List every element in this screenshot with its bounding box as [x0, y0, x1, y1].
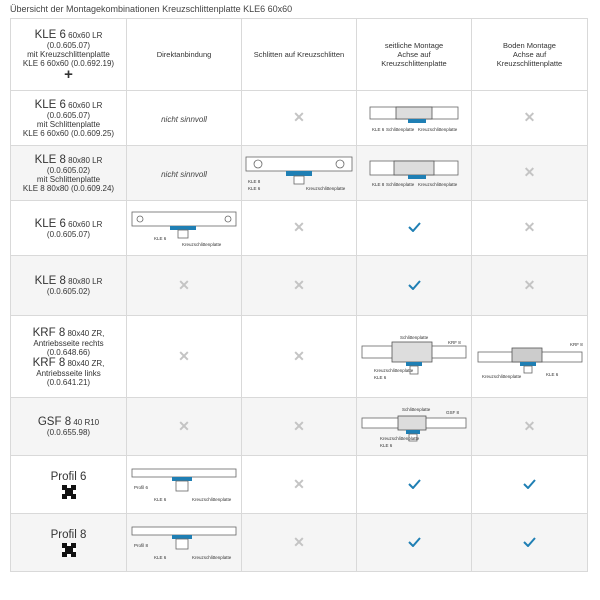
svg-text:Kreuzschlittenplatte: Kreuzschlittenplatte — [481, 373, 521, 379]
header-first-cell: KLE 6 60x60 LR (0.0.605.07) mit Kreuzschlittenplatte KLE 6 60x60 (0.0.692.19) + — [11, 19, 127, 91]
page-title: Übersicht der Montagekombinationen Kreuzschlittenplatte KLE6 60x60 — [10, 4, 293, 14]
svg-text:Schlittenplatte: Schlittenplatte — [402, 406, 431, 412]
svg-text:KRF 8: KRF 8 — [448, 339, 461, 345]
x-icon: ✕ — [293, 276, 305, 293]
svg-text:KLE 6: KLE 6 — [154, 554, 167, 560]
x-icon: ✕ — [523, 109, 536, 125]
side-mount-diagram — [368, 156, 460, 190]
table-row — [11, 316, 588, 398]
svg-text:Profil 6: Profil 6 — [134, 484, 149, 490]
svg-text:GSF 8: GSF 8 — [446, 409, 460, 415]
profile-icon — [62, 485, 76, 499]
profile-direct-diagram — [130, 521, 238, 565]
svg-text:Profil 8: Profil 8 — [134, 542, 149, 548]
svg-text:Kreuzschlittenplatte: Kreuzschlittenplatte — [182, 242, 222, 247]
x-icon: ✕ — [523, 276, 536, 293]
svg-text:KLE 6: KLE 6 — [154, 236, 167, 241]
x-icon: ✕ — [293, 109, 305, 125]
slide-on-cross-slide-diagram — [244, 153, 354, 193]
svg-text:Kreuzschlittenplatte: Kreuzschlittenplatte — [380, 435, 420, 441]
x-icon: ✕ — [178, 417, 190, 434]
x-icon: ✕ — [293, 347, 305, 364]
cell-diagram — [127, 514, 242, 572]
plus-sign: + — [64, 65, 73, 83]
row-label: KLE 6 60x60 LR (0.0.605.07) — [11, 201, 127, 256]
table-row — [11, 256, 588, 316]
cell-x — [242, 514, 357, 572]
svg-text:Schlittenplatte: Schlittenplatte — [386, 182, 415, 187]
header-boden-montage: Boden Montage Achse auf Kreuzschlittenplatte — [472, 19, 588, 91]
table-row — [11, 456, 588, 514]
check-icon — [523, 479, 536, 489]
cell-check — [357, 456, 472, 514]
cell-x — [472, 146, 588, 201]
table-header-row — [11, 19, 588, 91]
combination-table — [10, 18, 588, 572]
cell-x — [472, 398, 588, 456]
cell-x — [242, 201, 357, 256]
svg-text:Schlittenplatte: Schlittenplatte — [400, 334, 429, 340]
check-icon — [523, 537, 536, 547]
side-mount-diagram — [368, 101, 460, 135]
cell-diagram — [357, 146, 472, 201]
x-icon: ✕ — [178, 347, 190, 364]
row-label: Profil 8 — [11, 514, 127, 572]
cell-check — [472, 456, 588, 514]
x-icon: ✕ — [293, 417, 305, 434]
cell-diagram — [242, 146, 357, 201]
check-icon — [408, 537, 421, 547]
cell-diagram — [357, 398, 472, 456]
cell-x — [242, 316, 357, 398]
cell-diagram — [472, 316, 588, 398]
svg-text:KLE 6: KLE 6 — [374, 374, 387, 380]
cell-x — [472, 201, 588, 256]
cell-not-useful: nicht sinnvoll — [127, 146, 242, 201]
header-schlitten-auf-kreuzschlitten: Schlitten auf Kreuzschlitten — [242, 19, 357, 91]
direct-mount-diagram — [130, 208, 238, 248]
cell-x — [242, 398, 357, 456]
x-icon: ✕ — [523, 164, 536, 180]
svg-text:Kreuzschlittenplatte: Kreuzschlittenplatte — [192, 496, 232, 502]
cell-check — [357, 201, 472, 256]
table-row — [11, 398, 588, 456]
x-icon: ✕ — [293, 475, 305, 492]
side-mount-krf-diagram — [360, 332, 468, 382]
cell-check — [357, 256, 472, 316]
table-row — [11, 146, 588, 201]
cell-x — [472, 256, 588, 316]
cell-x — [242, 91, 357, 146]
svg-text:KLE 6: KLE 6 — [372, 127, 385, 132]
svg-text:Kreuzschlittenplatte: Kreuzschlittenplatte — [374, 367, 414, 373]
row-label: Profil 6 — [11, 456, 127, 514]
row-label: KLE 8 80x80 LR (0.0.605.02) mit Schlittenplatte KLE 8 80x80 (0.0.609.24) — [11, 146, 127, 201]
row-label: KRF 8 80x40 ZR, Antriebsseite rechts (0.0.648.66) KRF 8 80x40 ZR, Antriebsseite links (0.0.641.21) — [11, 316, 127, 398]
header-seitliche-montage: seitliche Montage Achse auf Kreuzschlittenplatte — [357, 19, 472, 91]
cell-x — [472, 91, 588, 146]
x-icon: ✕ — [293, 533, 305, 550]
cell-diagram — [127, 456, 242, 514]
svg-text:KLE 8: KLE 8 — [372, 182, 385, 187]
cell-x — [242, 256, 357, 316]
check-icon — [408, 479, 421, 489]
svg-text:Schlittenplatte: Schlittenplatte — [386, 127, 415, 132]
row-label: KLE 8 80x80 LR (0.0.605.02) — [11, 256, 127, 316]
cell-x — [242, 456, 357, 514]
header-direktanbindung: Direktanbindung — [127, 19, 242, 91]
cell-diagram — [127, 201, 242, 256]
table-row — [11, 514, 588, 572]
svg-text:Kreuzschlittenplatte: Kreuzschlittenplatte — [418, 127, 458, 132]
svg-text:Kreuzschlittenplatte: Kreuzschlittenplatte — [418, 182, 458, 187]
cell-x — [127, 316, 242, 398]
profile-icon — [62, 543, 76, 557]
cell-check — [472, 514, 588, 572]
svg-text:Kreuzschlittenplatte: Kreuzschlittenplatte — [306, 186, 346, 191]
cell-diagram — [357, 316, 472, 398]
check-icon — [408, 280, 421, 290]
svg-text:KRF 8: KRF 8 — [569, 341, 583, 347]
table-row — [11, 91, 588, 146]
svg-text:KLE 6: KLE 6 — [248, 186, 261, 191]
cell-x — [127, 256, 242, 316]
x-icon: ✕ — [523, 417, 536, 434]
svg-text:Kreuzschlittenplatte: Kreuzschlittenplatte — [192, 554, 232, 560]
x-icon: ✕ — [293, 219, 305, 235]
bottom-mount-krf-diagram — [476, 332, 584, 382]
svg-text:KLE 6: KLE 6 — [545, 371, 558, 377]
x-icon: ✕ — [523, 219, 536, 235]
profile-direct-diagram — [130, 463, 238, 507]
cell-not-useful: nicht sinnvoll — [127, 91, 242, 146]
svg-text:KLE 6: KLE 6 — [380, 442, 393, 448]
row-label: KLE 6 60x60 LR (0.0.605.07) mit Schlittenplatte KLE 6 60x60 (0.0.609.25) — [11, 91, 127, 146]
check-icon — [408, 222, 421, 232]
svg-text:KLE 8: KLE 8 — [248, 179, 261, 184]
row-label: GSF 8 40 R10 (0.0.655.98) — [11, 398, 127, 456]
table-row — [11, 201, 588, 256]
cell-check — [357, 514, 472, 572]
svg-text:KLE 6: KLE 6 — [154, 496, 167, 502]
x-icon: ✕ — [178, 276, 190, 293]
cell-x — [127, 398, 242, 456]
cell-diagram — [357, 91, 472, 146]
side-mount-gsf-diagram — [360, 404, 468, 450]
